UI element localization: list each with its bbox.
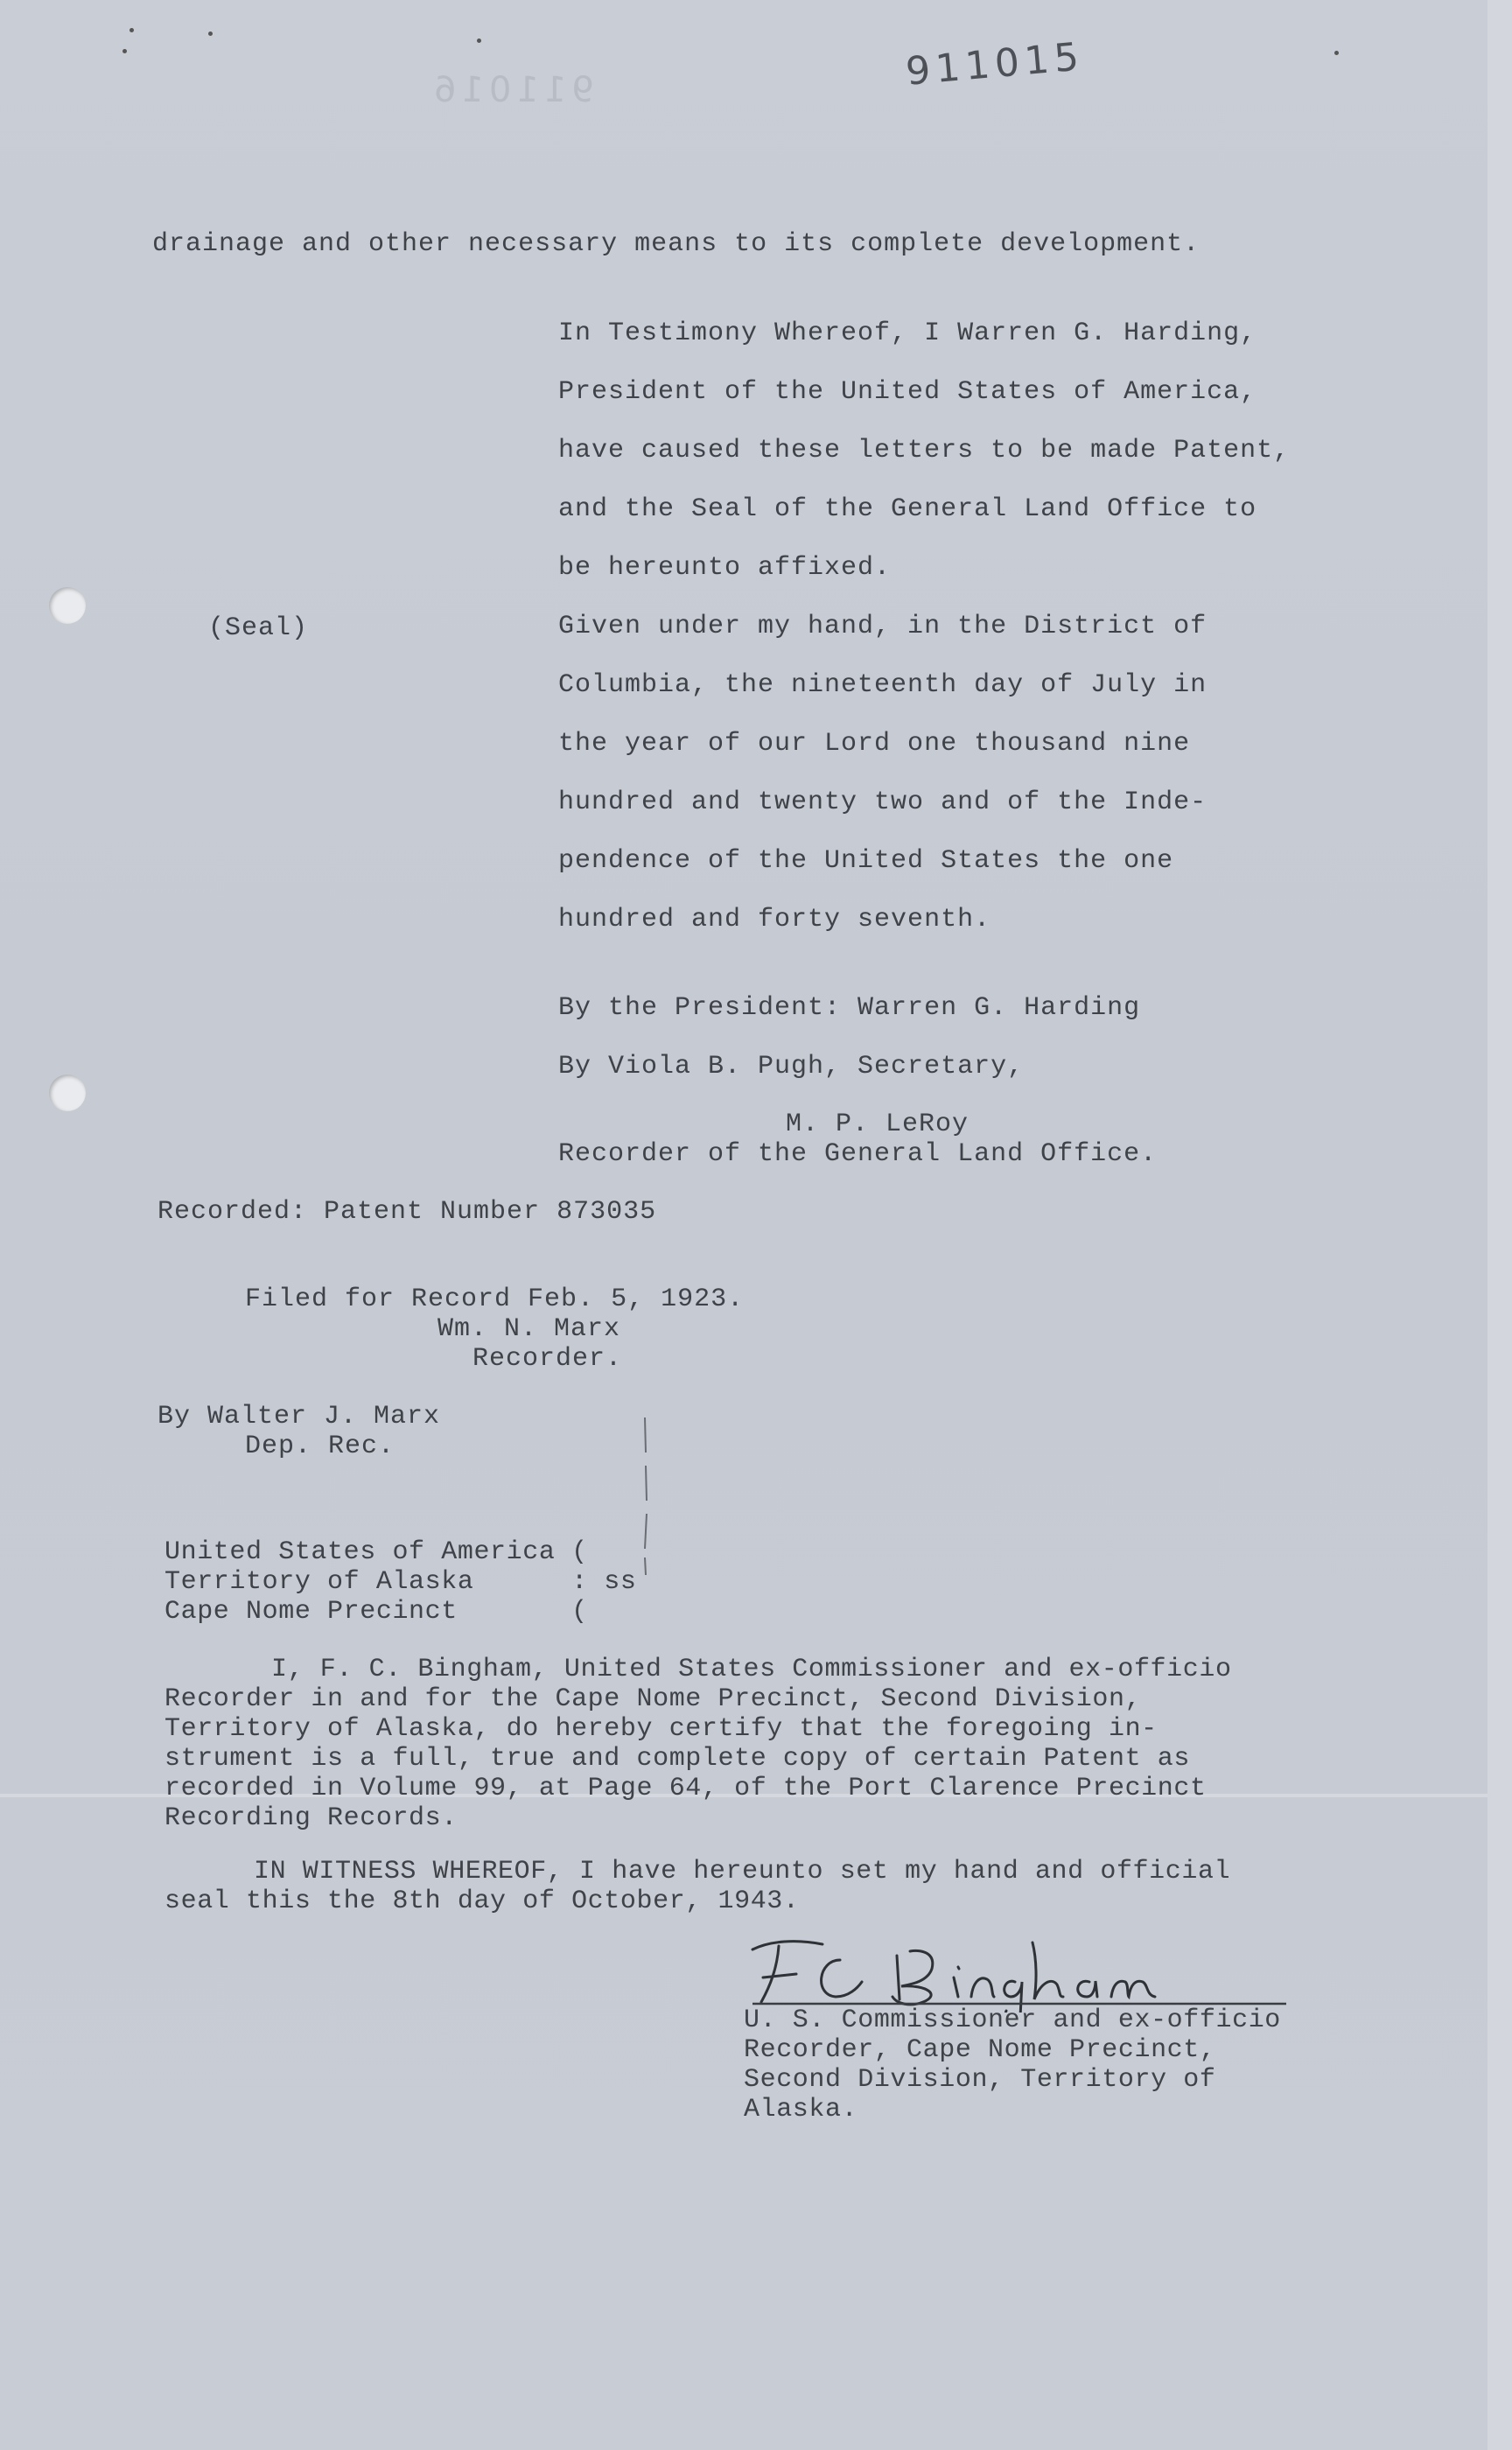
- certificate-line: Recording Records.: [164, 1803, 458, 1833]
- witness-line: IN WITNESS WHEREOF, I have hereunto set my hand and official: [254, 1857, 1231, 1886]
- drainage-line: drainage and other necessary means to its complete development.: [152, 229, 1200, 259]
- venue-line: Cape Nome Precinct (: [164, 1597, 588, 1627]
- bleed-through-number: 911016: [429, 70, 594, 110]
- marx-title: Recorder.: [472, 1344, 623, 1374]
- testimony-line: be hereunto affixed.: [558, 553, 892, 583]
- given-line: pendence of the United States the one: [558, 846, 1174, 876]
- by-walter-line: By Walter J. Marx: [158, 1402, 441, 1432]
- testimony-line: In Testimony Whereof, I Warren G. Harding,: [558, 318, 1257, 348]
- certificate-line: Territory of Alaska, do hereby certify that the foregoing in-: [164, 1714, 1158, 1744]
- given-line: Columbia, the nineteenth day of July in: [558, 670, 1208, 700]
- by-secretary-line: By Viola B. Pugh, Secretary,: [558, 1052, 1025, 1082]
- speck: [477, 38, 481, 43]
- punch-hole-top: [49, 587, 86, 624]
- by-president-line: By the President: Warren G. Harding: [558, 993, 1141, 1023]
- speck: [208, 32, 213, 36]
- speck: [1334, 51, 1339, 55]
- signature-title-line: U. S. Commissioner and ex-officio: [744, 2006, 1281, 2035]
- marx-name: Wm. N. Marx: [438, 1314, 621, 1344]
- signature-title-line: Recorder, Cape Nome Precinct,: [744, 2035, 1216, 2065]
- speck: [122, 49, 127, 53]
- witness-line: seal this the 8th day of October, 1943.: [164, 1886, 800, 1916]
- testimony-line: and the Seal of the General Land Office to: [558, 494, 1257, 524]
- document-number: 911015: [904, 34, 1086, 94]
- given-line: hundred and twenty two and of the Inde-: [558, 788, 1208, 817]
- signature-title-line: Alaska.: [744, 2095, 858, 2124]
- leroy-title: Recorder of the General Land Office.: [558, 1139, 1158, 1169]
- dep-rec-line: Dep. Rec.: [245, 1432, 396, 1461]
- testimony-line: have caused these letters to be made Patent,: [558, 436, 1291, 466]
- venue-line: Territory of Alaska : ss: [164, 1567, 637, 1597]
- certificate-line: recorded in Volume 99, at Page 64, of the Port Clarence Precinct: [164, 1774, 1207, 1803]
- leroy-name: M. P. LeRoy: [786, 1110, 970, 1139]
- certificate-line: strument is a full, true and complete copy of certain Patent as: [164, 1744, 1190, 1774]
- given-line: the year of our Lord one thousand nine: [558, 729, 1191, 759]
- certificate-line: Recorder in and for the Cape Nome Precinct, Second Division,: [164, 1684, 1142, 1714]
- signature-title-line: Second Division, Territory of: [744, 2065, 1216, 2095]
- scan-edge: [1488, 0, 1512, 2450]
- recorded-line: Recorded: Patent Number 873035: [158, 1197, 657, 1227]
- punch-hole-bottom: [49, 1074, 86, 1111]
- handwritten-signature: [744, 1934, 1295, 2012]
- seal-label: (Seal): [208, 613, 309, 643]
- given-line: Given under my hand, in the District of: [558, 612, 1208, 641]
- given-line: hundred and forty seventh.: [558, 905, 991, 934]
- pencil-mark: [641, 1418, 650, 1575]
- testimony-line: President of the United States of America,: [558, 377, 1257, 407]
- certificate-line: I, F. C. Bingham, United States Commissioner and ex-officio: [271, 1655, 1232, 1684]
- filed-line: Filed for Record Feb. 5, 1923.: [245, 1284, 745, 1314]
- venue-line: United States of America (: [164, 1537, 588, 1567]
- speck: [130, 28, 134, 32]
